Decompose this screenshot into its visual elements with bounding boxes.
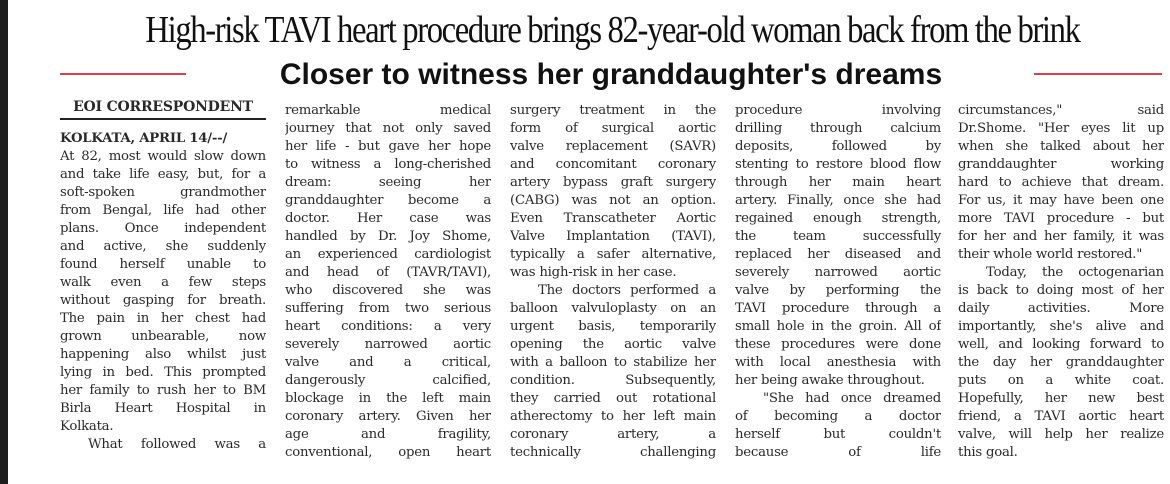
text-line: Valve Implantation (TAVI), [510,229,716,244]
text-line: is back to doing most of her [958,283,1164,298]
byline: EOI CORRESPONDENT [60,96,266,120]
text-line: who discovered she was [285,283,491,298]
text-line: valve by performing the [735,283,941,298]
text-line: "She had once dreamed [763,391,941,406]
text-line: Today, the octogenarian [986,265,1164,280]
text-line: deposits, followed by [735,139,941,154]
text-line: balloon valvuloplasty on an [510,301,716,316]
text-line: herself but couldn't [735,427,941,442]
subheadline-row [60,56,1165,94]
text-line: valve and a critical, [285,355,491,370]
text-line: an experienced cardiologist [285,247,491,262]
text-line: atherectomy to her left main [510,409,716,424]
text-line: without gasping for breath. [60,293,266,308]
text-line: valve replacement (SAVR) [510,139,716,154]
text-line: severely narrowed aortic [735,265,941,280]
text-line: from Bengal, life had other [60,203,266,218]
text-line: the day her granddaughter [958,355,1164,370]
text-line: heart conditions: a very [285,319,491,334]
text-line: form of surgical aortic [510,121,716,136]
text-line: soft-spoken grandmother [60,185,266,200]
headline: High-risk TAVI heart procedure brings 82-year-old woman back from the brink [145,9,1080,51]
text-line: The doctors performed a [538,283,716,298]
text-line: was high-risk in her case. [510,265,677,280]
text-line: granddaughter working [958,157,1164,172]
text-line: typically a safer alternative, [510,247,716,262]
text-line: severely narrowed aortic [285,337,491,352]
text-line: because of life [735,445,941,460]
text-line: regained enough strength, [735,211,941,226]
text-line: valve, will help her realize [958,427,1164,442]
text-line: of becoming a doctor [735,409,941,424]
text-line: For us, it may have been one [958,193,1164,208]
text-line: doctor. Her case was [285,211,491,226]
text-line: her family to rush her to BM [60,383,266,398]
text-line: opening the aortic valve [510,337,716,352]
text-line: (CABG) was not an option. [510,193,716,208]
text-line: age and fragility, [285,427,491,442]
dateline: KOLKATA, APRIL 14/--/ [60,131,228,146]
text-line: and take life easy, but, for a [60,167,266,182]
text-line: grown unbearable, now [60,329,266,344]
text-line: more TAVI procedure - but [958,211,1164,226]
text-line: and head of (TAVR/TAVI), [285,265,491,280]
text-line: lying in bed. This prompted [60,365,266,380]
text-line: Birla Heart Hospital in [60,401,266,416]
text-line: her being awake throughout. [735,373,925,388]
left-edge-bar [0,0,8,484]
text-line: puts on a white coat. [958,373,1164,388]
article-column-4 [735,102,941,462]
text-line: they carried out rotational [510,391,716,406]
text-line: condition. Subsequently, [510,373,716,388]
text-line: suffering from two serious [285,301,491,316]
text-line: drilling through calcium [735,121,941,136]
text-line: coronary artery, a [510,427,716,442]
text-line: importantly, she's alive and [958,319,1164,334]
right-red-rule [1034,73,1162,75]
text-line: TAVI procedure through a [735,301,941,316]
text-line: What followed was a [88,437,266,452]
text-line: circumstances," said [958,103,1164,118]
text-line: the team successfully [735,229,941,244]
text-line: happening also whilst just [60,347,266,362]
text-line: The pain in her chest had [60,311,266,326]
text-line: daily activities. More [958,301,1164,316]
text-line: journey that not only saved [285,121,491,136]
text-line: coronary artery. Given her [285,409,491,424]
text-line: friend, a TAVI aortic heart [958,409,1164,424]
text-line: well, and looking forward to [958,337,1164,352]
article-column-5 [958,102,1164,462]
text-line: handled by Dr. Joy Shome, [285,229,491,244]
text-line: and active, she suddenly [60,239,266,254]
article-column-2 [285,102,491,462]
text-line: dangerously calcified, [285,373,491,388]
text-line: when she talked about her [958,139,1164,154]
text-line: At 82, most would slow down [60,149,266,164]
text-line: their whole world restored." [958,247,1143,262]
text-line: replaced her diseased and [735,247,941,262]
text-line: and concomitant coronary [510,157,716,172]
text-line: these procedures were done [735,337,941,352]
text-line: artery. Finally, once she had [735,193,941,208]
text-line: procedure involving [735,103,941,118]
text-line: Kolkata. [60,419,114,434]
text-line: Dr.Shome. "Her eyes lit up [958,121,1164,136]
text-line: Hopefully, her new best [958,391,1164,406]
text-line: with local anesthesia with [735,355,941,370]
text-line: through her main heart [735,175,941,190]
text-line: small hole in the groin. All of [735,319,941,334]
text-line: with a balloon to stabilize her [510,355,716,370]
left-red-rule [60,73,186,75]
text-line: urgent basis, temporarily [510,319,716,334]
text-line: hard to achieve that dream. [958,175,1164,190]
text-line: granddaughter become a [285,193,491,208]
text-line: surgery treatment in the [510,103,716,118]
text-line: walk even a few steps [60,275,266,290]
text-line: remarkable medical [285,103,491,118]
text-line: plans. Once independent [60,221,266,236]
text-line: stenting to restore blood flow [735,157,941,172]
text-line: dream: seeing her [285,175,491,190]
article-column-3 [510,102,716,462]
text-line: her life - but gave her hope [285,139,491,154]
text-line: to witness a long-cherished [285,157,491,172]
article-column-1 [60,96,266,454]
text-line: technically challenging [510,445,716,460]
text-line: conventional, open heart [285,445,491,460]
subheadline: Closer to witness her granddaughter's dreams [279,58,943,91]
text-line: this goal. [958,445,1018,460]
text-line: blockage in the left main [285,391,491,406]
text-line: found herself unable to [60,257,266,272]
text-line: artery bypass graft surgery [510,175,716,190]
text-line: Even Transcatheter Aortic [510,211,716,226]
text-line: for her and her family, it was [958,229,1164,244]
